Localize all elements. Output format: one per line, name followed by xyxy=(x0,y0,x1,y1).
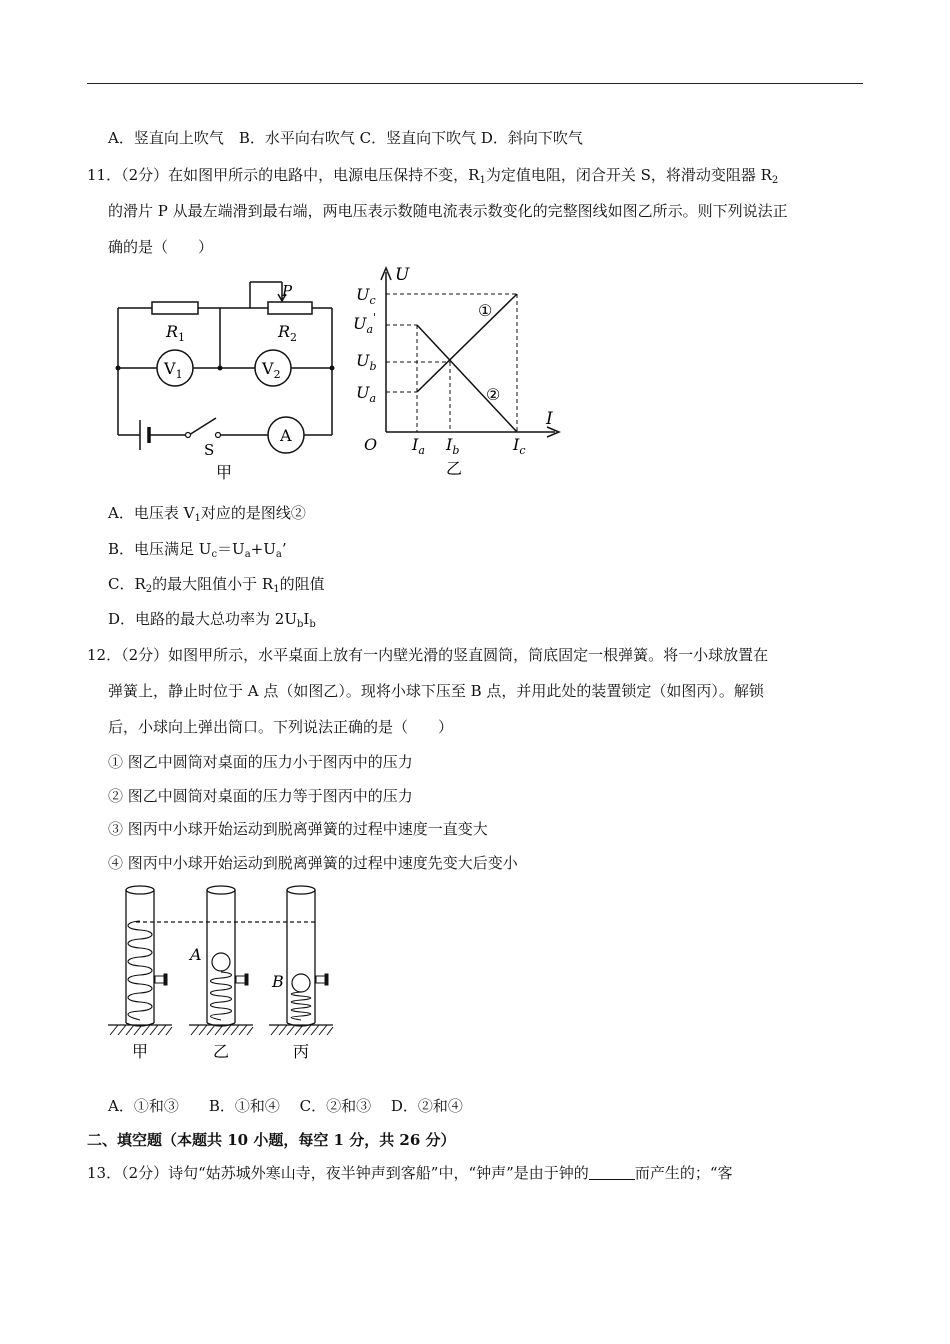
q12-statement-2: ② 图乙中圆筒对桌面的压力等于图丙中的压力 xyxy=(108,787,413,805)
switch-label: S xyxy=(204,441,215,459)
voltmeter-v1-label: $V_1$ xyxy=(164,359,183,381)
q11-line-2: 的滑片 P 从最左端滑到最右端，两电压表示数随电流表示数变化的完整图线如图乙所示。则下列说法正 xyxy=(108,202,788,220)
q12-statement-3: ③ 图丙中小球开始运动到脱离弹簧的过程中速度一直变大 xyxy=(108,820,488,838)
circuit-diagram xyxy=(100,270,350,490)
graph-origin: O xyxy=(364,435,378,454)
q13-line-1: 13．（2分）诗句“姑苏城外寒山寺，夜半钟声到客船”中，“钟声”是由于钟的 而产生的；“客 xyxy=(87,1164,733,1182)
graph-i-axis: I xyxy=(546,409,553,429)
q12-statement-1: ① 图乙中圆筒对桌面的压力小于图丙中的压力 xyxy=(108,753,413,771)
label-ic: $I_c$ xyxy=(513,435,526,457)
header-rule xyxy=(87,83,863,84)
graph-u-axis: U xyxy=(395,265,410,285)
cylinder-spring-figure xyxy=(100,880,360,1070)
q12-statement-4: ④ 图丙中小球开始运动到脱离弹簧的过程中速度先变大后变小 xyxy=(108,854,518,872)
u-i-graph xyxy=(350,262,570,487)
answer-blank[interactable] xyxy=(589,1165,635,1180)
q12-options: A．①和③ B．①和④ C．②和③ D．②和④ xyxy=(108,1097,463,1115)
figure-caption-2: 乙 xyxy=(213,1042,230,1061)
figure-caption-1: 甲 xyxy=(132,1042,149,1061)
label-ua: $U_a$ xyxy=(356,383,377,405)
label-ia: $I_a$ xyxy=(412,435,425,457)
circuit-caption: 甲 xyxy=(216,463,233,482)
label-ua-prime: $U_a'$ xyxy=(353,311,377,336)
q11-option-d: D．电路的最大总功率为 $2U_bI_b$ xyxy=(108,610,316,630)
figure-caption-3: 丙 xyxy=(293,1042,310,1061)
resistor-r2 xyxy=(268,302,312,314)
label-uc: $U_c$ xyxy=(356,285,376,307)
graph-line-2-label: ② xyxy=(486,385,501,404)
r2-label: $R_2$ xyxy=(278,322,298,344)
label-ib: $I_b$ xyxy=(446,435,460,457)
q11-line-1: 11．（2分）在如图甲所示的电路中，电源电压保持不变，$R_1$为定值电阻，闭合开关 S，将滑动变阻器 $R_2$ xyxy=(87,166,779,186)
section-2-heading: 二、填空题（本题共 10 小题，每空 1 分，共 26 分） xyxy=(87,1131,456,1149)
q11-option-c: C．$R_2$的最大阻值小于 $R_1$的阻值 xyxy=(108,575,325,595)
q11-option-a: A．电压表 $V_1$对应的是图线② xyxy=(108,504,306,524)
resistor-r1 xyxy=(152,302,198,314)
slider-p-label: P xyxy=(282,282,293,300)
ammeter-label: A xyxy=(280,426,292,445)
r1-label: $R_1$ xyxy=(166,322,186,344)
graph-caption: 乙 xyxy=(446,459,463,478)
graph-line-1-label: ① xyxy=(478,301,493,320)
label-ub: $U_b$ xyxy=(356,351,377,373)
q12-line-3: 后，小球向上弹出筒口。下列说法正确的是（ ） xyxy=(108,718,454,736)
q12-line-2: 弹簧上，静止时位于 A 点（如图乙）。现将小球下压至 B 点，并用此处的装置锁定（如图丙）。解锁 xyxy=(108,682,764,700)
point-b-label: B xyxy=(272,972,284,991)
q12-line-1: 12．（2分）如图甲所示，水平桌面上放有一内壁光滑的竖直圆筒，筒底固定一根弹簧。将一小球放置在 xyxy=(87,646,769,664)
q11-line-3: 确的是（ ） xyxy=(108,238,214,256)
q11-option-b: B．电压满足 $U_c=U_a+U_a$’ xyxy=(108,540,287,560)
q10-options: A．竖直向上吹气 B．水平向右吹气 C．竖直向下吹气 D．斜向下吹气 xyxy=(108,129,583,147)
point-a-label: A xyxy=(190,945,202,964)
voltmeter-v2-label: $V_2$ xyxy=(262,359,281,381)
